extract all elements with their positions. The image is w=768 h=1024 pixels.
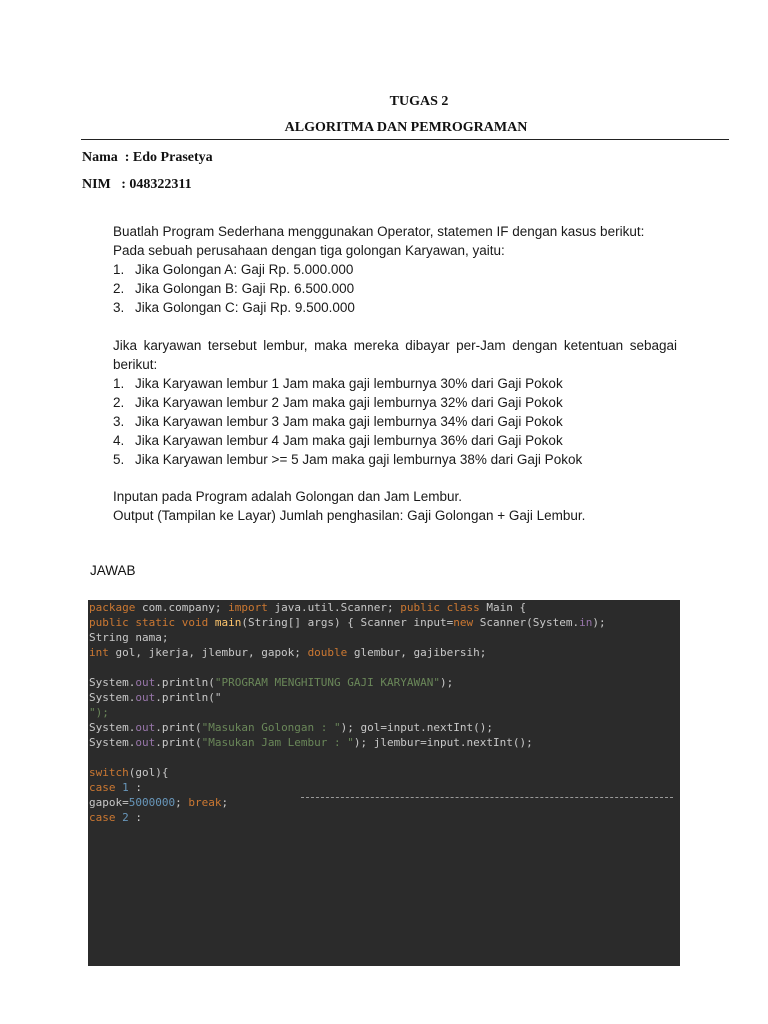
list-item: 3. Jika Karyawan lembur 3 Jam maka gaji lemburnya 34% dari Gaji Pokok <box>113 414 563 429</box>
list-item: 2. Jika Golongan B: Gaji Rp. 6.500.000 <box>113 281 355 296</box>
code-line: System.out.println("PROGRAM MENGHITUNG GAJI KARYAWAN"); <box>89 676 454 689</box>
code-line: int gol, jkerja, jlembur, gapok; double glembur, gajibersih; <box>89 646 487 659</box>
task-description <box>113 222 677 317</box>
student-name: Nama : Edo Prasetya <box>82 150 213 165</box>
code-dashed-separator <box>301 797 673 798</box>
io-description <box>113 487 677 525</box>
code-line: String nama; <box>89 631 169 644</box>
list-item: 4. Jika Karyawan lembur 4 Jam maka gaji lemburnya 36% dari Gaji Pokok <box>113 433 563 448</box>
jawab-label: JAWAB <box>90 563 136 578</box>
output-spec: Output (Tampilan ke Layar) Jumlah penghasilan: Gaji Golongan + Gaji Lembur. <box>113 508 586 523</box>
list-item: 3. Jika Golongan C: Gaji Rp. 9.500.000 <box>113 300 355 315</box>
list-item: 5. Jika Karyawan lembur >= 5 Jam maka gaji lemburnya 38% dari Gaji Pokok <box>113 452 583 467</box>
code-blank-line <box>89 660 680 675</box>
code-screenshot <box>88 600 680 966</box>
header-divider <box>81 139 729 140</box>
student-nim: NIM : 048322311 <box>82 177 192 192</box>
code-line: System.out.print("Masukan Jam Lembur : "); jlembur=input.nextInt(); <box>89 736 533 749</box>
golongan-list <box>113 260 677 317</box>
code-line: case 1 : <box>89 781 142 794</box>
code-line: switch(gol){ <box>89 766 169 779</box>
task-intro-company: Pada sebuah perusahaan dengan tiga golongan Karyawan, yaitu: <box>113 243 505 258</box>
title-course: ALGORITMA DAN PEMROGRAMAN <box>284 120 528 135</box>
code-line: System.out.println(" <box>89 691 222 704</box>
title-tugas: TUGAS 2 <box>389 94 449 109</box>
lembur-description <box>113 336 677 469</box>
code-line: case 2 : <box>89 811 142 824</box>
lembur-intro: Jika karyawan tersebut lembur, maka mereka dibayar per-Jam dengan ketentuan sebagai berikut: <box>113 338 677 372</box>
code-line: public static void main(String[] args) { Scanner input=new Scanner(System.in); <box>89 616 606 629</box>
code-line: gapok=5000000; break; <box>89 796 229 809</box>
code-line: package com.company; import java.util.Scanner; public class Main { <box>89 601 527 614</box>
list-item: 1. Jika Karyawan lembur 1 Jam maka gaji lemburnya 30% dari Gaji Pokok <box>113 376 563 391</box>
code-line: System.out.print("Masukan Golongan : "); gol=input.nextInt(); <box>89 721 493 734</box>
task-intro: Buatlah Program Sederhana menggunakan Operator, statemen IF dengan kasus berikut: <box>113 224 645 239</box>
code-blank-line <box>89 750 680 765</box>
input-spec: Inputan pada Program adalah Golongan dan Jam Lembur. <box>113 489 462 504</box>
list-item: 2. Jika Karyawan lembur 2 Jam maka gaji lemburnya 32% dari Gaji Pokok <box>113 395 563 410</box>
list-item: 1. Jika Golongan A: Gaji Rp. 5.000.000 <box>113 262 354 277</box>
lembur-list <box>113 374 677 469</box>
code-line: "); <box>89 706 109 719</box>
